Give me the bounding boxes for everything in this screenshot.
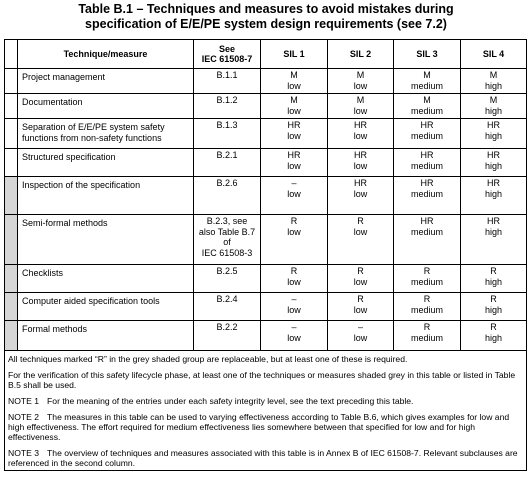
header-sil4: SIL 4 — [461, 40, 527, 69]
sil2-cell — [328, 69, 394, 94]
table-row — [5, 94, 527, 119]
effectiveness: medium — [410, 226, 443, 237]
rating: HR — [420, 150, 434, 160]
ref-cell: B.1.2 — [194, 94, 261, 119]
note-text: For the meaning of the entries under each safety integrity level, see the text preceding this table. — [47, 396, 414, 406]
effectiveness: medium — [410, 105, 443, 116]
row-marker — [5, 149, 18, 177]
rating: – — [357, 322, 363, 332]
rating: R — [357, 294, 364, 304]
ref-cell: B.2.4 — [194, 293, 261, 321]
sil4-cell — [461, 265, 527, 293]
rating: HR — [420, 120, 434, 130]
notes-paragraph-1: All techniques marked “R” in the grey shaded group are replaceable, but at least one of these is required. — [8, 354, 408, 364]
sil3-cell — [394, 149, 461, 177]
rating: M — [489, 95, 498, 105]
ref-cell — [194, 215, 261, 265]
effectiveness: medium — [410, 304, 443, 315]
rating: R — [357, 216, 364, 226]
effectiveness: high — [484, 160, 502, 171]
effectiveness: low — [353, 105, 368, 116]
header-sil3: SIL 3 — [394, 40, 461, 69]
rating: HR — [487, 150, 500, 160]
rating: R — [490, 322, 497, 332]
row-marker-grey — [5, 321, 18, 351]
technique-cell: Semi-formal methods — [18, 215, 194, 265]
header-see — [194, 40, 261, 69]
effectiveness: low — [287, 160, 301, 171]
header-technique: Technique/measure — [18, 40, 194, 69]
sil3-cell — [394, 69, 461, 94]
sil2-cell — [328, 321, 394, 351]
rating: HR — [487, 216, 500, 226]
table-row — [5, 69, 527, 94]
effectiveness: medium — [410, 276, 443, 287]
sil4-cell — [461, 149, 527, 177]
note-3 — [8, 448, 522, 468]
sil1-cell — [261, 265, 328, 293]
sil1-cell — [261, 215, 328, 265]
sil3-cell — [394, 94, 461, 119]
sil2-cell — [328, 119, 394, 149]
sil2-cell — [328, 293, 394, 321]
notes-row — [5, 351, 527, 471]
header-see-line2: IEC 61508-7 — [201, 54, 253, 64]
row-marker — [5, 94, 18, 119]
sil4-cell — [461, 69, 527, 94]
rating: – — [291, 294, 297, 304]
effectiveness: low — [353, 130, 368, 141]
effectiveness: high — [484, 304, 502, 315]
effectiveness: low — [353, 226, 368, 237]
effectiveness: low — [287, 130, 301, 141]
effectiveness: low — [287, 226, 301, 237]
effectiveness: low — [353, 332, 368, 343]
effectiveness: low — [353, 304, 368, 315]
table-row — [5, 119, 527, 149]
rating: HR — [287, 120, 301, 130]
sil1-cell — [261, 293, 328, 321]
sil3-cell — [394, 265, 461, 293]
notes-paragraph-2: For the verification of this safety lifecycle phase, at least one of the techniques or measures shaded grey in this table or listed in Table B.5 shall be used. — [8, 370, 516, 390]
technique-cell: Documentation — [18, 94, 194, 119]
sil2-cell — [328, 149, 394, 177]
row-marker — [5, 119, 18, 149]
table-row — [5, 149, 527, 177]
rating: M — [423, 95, 431, 105]
rating: M — [489, 70, 498, 80]
table-row — [5, 293, 527, 321]
ref-cell: B.2.5 — [194, 265, 261, 293]
ref-cell: B.2.1 — [194, 149, 261, 177]
note-text: The measures in this table can be used to varying effectiveness according to Table B.6, which gives examples for low and high effectiveness. The effort required for medium effectiveness lies somewhere between that specified for low and for high effectiveness. — [8, 412, 510, 442]
effectiveness: medium — [410, 332, 443, 343]
rating: R — [423, 266, 431, 276]
note-label: NOTE 3 — [8, 448, 40, 458]
sil3-cell — [394, 293, 461, 321]
technique-cell: Project management — [18, 69, 194, 94]
sil2-cell — [328, 215, 394, 265]
sil1-cell — [261, 177, 328, 215]
sil4-cell — [461, 119, 527, 149]
rating: HR — [287, 150, 301, 160]
technique-cell: Computer aided specification tools — [18, 293, 194, 321]
table-title-line1: Table B.1 – Techniques and measures to avoid mistakes during — [78, 2, 454, 16]
notes-cell — [5, 351, 527, 471]
rating: HR — [354, 178, 367, 188]
header-sil1: SIL 1 — [261, 40, 328, 69]
effectiveness: high — [484, 276, 502, 287]
sil1-cell — [261, 69, 328, 94]
sil2-cell — [328, 94, 394, 119]
ref-line: also Table B.7 — [198, 226, 256, 237]
effectiveness: low — [353, 80, 368, 91]
effectiveness: high — [484, 105, 502, 116]
note-1 — [8, 396, 522, 406]
rating: HR — [354, 150, 367, 160]
table-row — [5, 265, 527, 293]
rating: R — [490, 266, 497, 276]
table-row — [5, 215, 527, 265]
sil2-cell — [328, 177, 394, 215]
rating: R — [290, 266, 298, 276]
rating: M — [356, 70, 365, 80]
ref-cell: B.2.2 — [194, 321, 261, 351]
ref-cell: B.1.1 — [194, 69, 261, 94]
effectiveness: low — [287, 80, 301, 91]
rating: R — [423, 322, 431, 332]
effectiveness: medium — [410, 130, 443, 141]
effectiveness: low — [287, 276, 301, 287]
rating: HR — [354, 120, 367, 130]
rating: R — [490, 294, 497, 304]
row-marker-grey — [5, 177, 18, 215]
effectiveness: low — [287, 188, 301, 199]
effectiveness: medium — [410, 80, 443, 91]
sil4-cell — [461, 293, 527, 321]
rating: M — [290, 95, 298, 105]
ref-line: of — [223, 237, 231, 247]
rating: HR — [420, 178, 434, 188]
technique-cell: Inspection of the specification — [18, 177, 194, 215]
rating: R — [357, 266, 364, 276]
rating: – — [291, 322, 297, 332]
table-row — [5, 177, 527, 215]
sil1-cell — [261, 94, 328, 119]
rating: – — [291, 178, 297, 188]
rating: HR — [487, 178, 500, 188]
rating: R — [423, 294, 431, 304]
note-text: The overview of techniques and measures associated with this table is in Annex B of IEC 61508-7. Relevant subclauses are referenced in the second column. — [8, 448, 518, 468]
sil3-cell — [394, 321, 461, 351]
technique-cell: Structured specification — [18, 149, 194, 177]
ref-cell: B.2.6 — [194, 177, 261, 215]
effectiveness: high — [484, 130, 502, 141]
techniques-table — [4, 39, 527, 471]
effectiveness: low — [353, 160, 368, 171]
header-row — [5, 40, 527, 69]
note-label: NOTE 1 — [8, 396, 40, 406]
effectiveness: medium — [410, 160, 443, 171]
sil4-cell — [461, 177, 527, 215]
sil1-cell — [261, 149, 328, 177]
table-row — [5, 321, 527, 351]
table-title-line2: specification of E/E/PE system design requirements (see 7.2) — [85, 17, 447, 31]
rating: HR — [487, 120, 500, 130]
sil1-cell — [261, 119, 328, 149]
technique-cell: Formal methods — [18, 321, 194, 351]
rating: HR — [420, 216, 434, 226]
note-label: NOTE 2 — [8, 412, 40, 422]
effectiveness: low — [287, 304, 301, 315]
rating: M — [423, 70, 431, 80]
sil4-cell — [461, 321, 527, 351]
effectiveness: low — [287, 332, 301, 343]
sil1-cell — [261, 321, 328, 351]
effectiveness: high — [484, 188, 502, 199]
row-marker — [5, 69, 18, 94]
effectiveness: low — [287, 105, 301, 116]
technique-cell: Checklists — [18, 265, 194, 293]
header-see-line1: See — [218, 43, 235, 54]
effectiveness: low — [353, 276, 368, 287]
technique-cell: Separation of E/E/PE system safety functions from non-safety functions — [18, 119, 194, 149]
effectiveness: medium — [410, 188, 443, 199]
rating: M — [356, 95, 365, 105]
sil4-cell — [461, 94, 527, 119]
row-marker-grey — [5, 215, 18, 265]
sil3-cell — [394, 119, 461, 149]
note-2 — [8, 412, 522, 442]
table-title — [0, 2, 532, 32]
row-marker-grey — [5, 265, 18, 293]
header-sil2: SIL 2 — [328, 40, 394, 69]
effectiveness: high — [484, 332, 502, 343]
header-marker — [5, 40, 18, 69]
sil3-cell — [394, 215, 461, 265]
sil4-cell — [461, 215, 527, 265]
sil3-cell — [394, 177, 461, 215]
effectiveness: low — [353, 188, 368, 199]
ref-cell: B.1.3 — [194, 119, 261, 149]
row-marker-grey — [5, 293, 18, 321]
sil2-cell — [328, 265, 394, 293]
ref-line: IEC 61508-3 — [201, 247, 253, 258]
ref-line: B.2.3, see — [206, 216, 248, 226]
effectiveness: high — [484, 80, 502, 91]
rating: M — [290, 70, 298, 80]
rating: R — [290, 216, 298, 226]
effectiveness: high — [484, 226, 502, 237]
